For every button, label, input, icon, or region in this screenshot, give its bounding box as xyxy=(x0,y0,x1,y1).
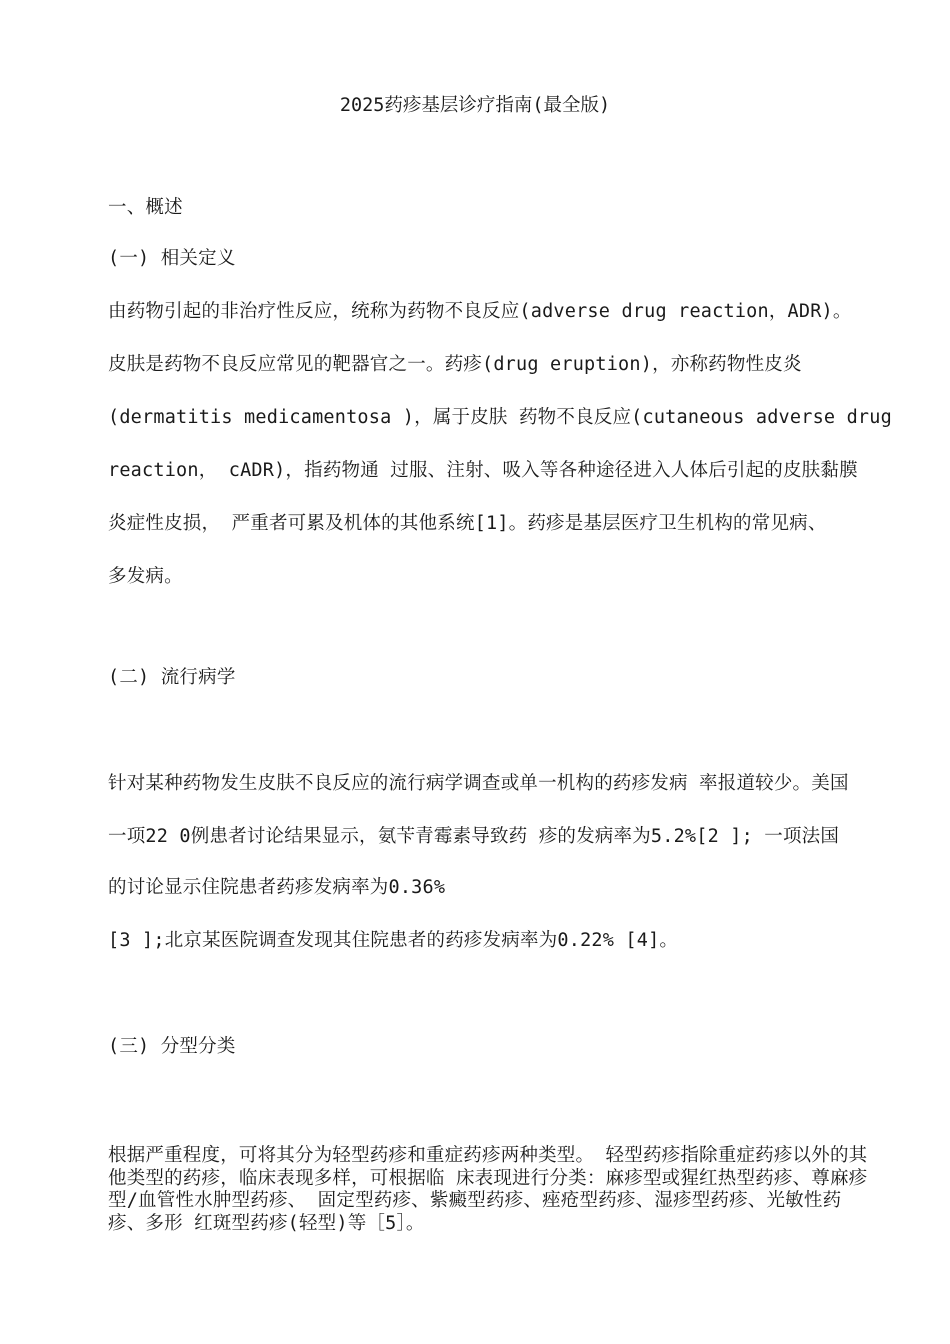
subsection-heading-classification: (三) 分型分类 xyxy=(108,1036,236,1057)
epidemiology-text-line: 一项22 0例患者讨论结果显示，氨苄青霉素导致药 疹的发病率为5.2%[2 ]; 一项法国 xyxy=(108,826,840,847)
epidemiology-text-line: [3 ];北京某医院调查发现其住院患者的药疹发病率为0.22% [4]。 xyxy=(108,930,679,951)
definition-text-line: (dermatitis medicamentosa )，属于皮肤 药物不良反应(cutaneous adverse drug xyxy=(108,407,892,428)
section-heading-overview: 一、概述 xyxy=(108,197,183,218)
definition-text-line: 多发病。 xyxy=(108,566,183,587)
document-title: 2025药疹基层诊疗指南(最全版) xyxy=(339,95,611,116)
definition-text-line: reaction， cADR)，指药物通 过服、注射、吸入等各种途径进入人体后引起的皮肤黏膜 xyxy=(108,460,858,481)
subsection-heading-definition: (一) 相关定义 xyxy=(108,248,236,269)
epidemiology-text-line: 的讨论显示住院患者药疹发病率为0.36% xyxy=(108,877,446,898)
epidemiology-text-line: 针对某种药物发生皮肤不良反应的流行病学调查或单一机构的药疹发病 率报道较少。美国 xyxy=(108,773,849,794)
definition-text-line: 皮肤是药物不良反应常见的靶器官之一。药疹(drug eruption)，亦称药物性皮炎 xyxy=(108,354,802,375)
definition-text-line: 由药物引起的非治疗性反应，统称为药物不良反应(adverse drug reaction，ADR)。 xyxy=(108,301,852,322)
definition-text-line: 炎症性皮损， 严重者可累及机体的其他系统[1]。药疹是基层医疗卫生机构的常见病、 xyxy=(108,513,827,534)
classification-paragraph: 根据严重程度，可将其分为轻型药疹和重症药疹两种类型。 轻型药疹指除重症药疹以外的其他类型的药疹，临床表现多样，可根据临 床表现进行分类：麻疹型或猩红热型药疹、尊麻疹型/血管性水肿型药疹、 固定型药疹、紫癜型药疹、痤疮型药疹、湿疹型药疹、光敏性药疹、多形 红斑型药疹(轻型)等［5］。 xyxy=(108,1145,868,1234)
subsection-heading-epidemiology: (二) 流行病学 xyxy=(108,667,236,688)
